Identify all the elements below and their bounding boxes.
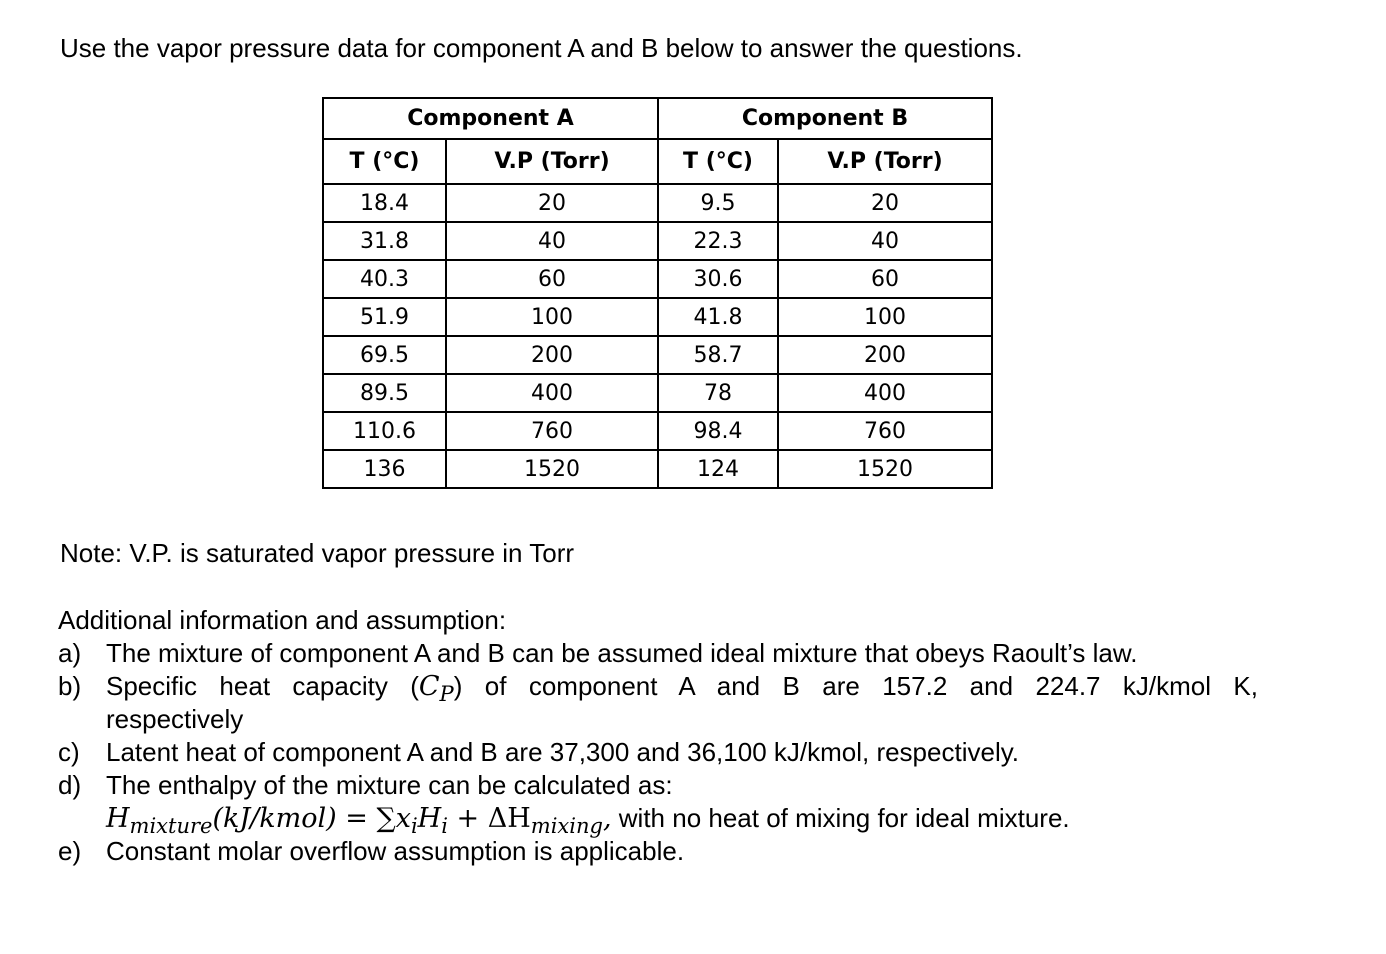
table-cell: 1520 <box>778 450 992 488</box>
table-row <box>323 184 992 222</box>
math-symbol: x <box>395 803 411 834</box>
list-item-label: a) <box>58 638 82 668</box>
list-item-label: d) <box>58 770 82 800</box>
list-item-label: b) <box>58 671 82 701</box>
column-header-a-vapor-pressure: V.P (Torr) <box>446 139 658 184</box>
table-cell: 400 <box>778 374 992 412</box>
formula-suffix: with no heat of mixing for ideal mixture. <box>611 803 1070 833</box>
additional-info-section <box>58 604 1258 868</box>
note-text: Note: V.P. is saturated vapor pressure in Torr <box>60 538 575 568</box>
table-cell: 760 <box>446 412 658 450</box>
table-cell: 69.5 <box>323 336 446 374</box>
table-cell: 20 <box>778 184 992 222</box>
math-symbol: C <box>418 671 440 702</box>
text-segment: Specific heat capacity ( <box>106 671 419 701</box>
vapor-pressure-table <box>322 97 993 489</box>
table-row <box>323 450 992 488</box>
table-row <box>323 222 992 260</box>
component-b-header: Component B <box>658 98 992 139</box>
cp-symbol <box>418 671 454 706</box>
table-cell: 110.6 <box>323 412 446 450</box>
math-symbol: H <box>106 803 130 834</box>
list-item <box>58 769 1258 802</box>
enthalpy-formula <box>58 802 1258 838</box>
list-item-text: Latent heat of component A and B are 37,300 and 36,100 kJ/kmol, respectively. <box>106 737 1020 767</box>
list-item-text: The enthalpy of the mixture can be calculated as: <box>106 770 673 800</box>
table-cell: 200 <box>778 336 992 374</box>
list-item-text <box>106 670 1258 706</box>
table-cell: 98.4 <box>658 412 778 450</box>
math-subscript: i <box>441 814 448 838</box>
column-header-b-temperature: T (°C) <box>658 139 778 184</box>
list-item <box>58 637 1258 670</box>
table-cell: 22.3 <box>658 222 778 260</box>
math-subscript: mixture <box>129 814 213 838</box>
table-row <box>323 374 992 412</box>
text-segment: ) of component A and B are 157.2 and 224.7 kJ/kmol K, <box>453 671 1258 701</box>
info-heading: Additional information and assumption: <box>58 605 507 635</box>
table-cell: 18.4 <box>323 184 446 222</box>
table-row <box>323 298 992 336</box>
table-cell: 60 <box>446 260 658 298</box>
table-group-header-row <box>323 98 992 139</box>
list-item-label: e) <box>58 836 82 866</box>
table-cell: 40.3 <box>323 260 446 298</box>
table-row <box>323 412 992 450</box>
column-header-a-temperature: T (°C) <box>323 139 446 184</box>
table-cell: 58.7 <box>658 336 778 374</box>
math-symbol: H <box>417 803 442 834</box>
table-cell: 124 <box>658 450 778 488</box>
table-cell: 9.5 <box>658 184 778 222</box>
math-symbol: + <box>447 803 488 834</box>
table-cell: 136 <box>323 450 446 488</box>
table-cell: 20 <box>446 184 658 222</box>
table-cell: 40 <box>446 222 658 260</box>
table-cell: 100 <box>778 298 992 336</box>
table-cell: 100 <box>446 298 658 336</box>
table-cell: 78 <box>658 374 778 412</box>
table-cell: 51.9 <box>323 298 446 336</box>
table-row <box>323 260 992 298</box>
table-cell: 760 <box>778 412 992 450</box>
table-cell: 200 <box>446 336 658 374</box>
table-column-header-row <box>323 139 992 184</box>
list-item <box>58 670 1258 706</box>
list-item <box>58 835 1258 868</box>
table-cell: 89.5 <box>323 374 446 412</box>
math-symbol: , <box>602 803 612 834</box>
table-cell: 41.8 <box>658 298 778 336</box>
table-cell: 31.8 <box>323 222 446 260</box>
intro-text: Use the vapor pressure data for component A and B below to answer the questions. <box>60 33 1023 63</box>
list-item-text: Constant molar overflow assumption is applicable. <box>106 836 685 866</box>
list-item-label: c) <box>58 737 80 767</box>
math-symbol: ΔH <box>487 803 531 834</box>
table-cell: 400 <box>446 374 658 412</box>
table-cell: 1520 <box>446 450 658 488</box>
table-row <box>323 336 992 374</box>
component-a-header: Component A <box>323 98 658 139</box>
table-cell: 30.6 <box>658 260 778 298</box>
column-header-b-vapor-pressure: V.P (Torr) <box>778 139 992 184</box>
math-subscript: P <box>439 682 454 706</box>
list-item-continuation <box>58 703 1258 736</box>
math-subscript: mixing <box>530 814 603 838</box>
formula-math <box>106 803 612 838</box>
list-item <box>58 736 1258 769</box>
math-subscript: i <box>410 814 418 838</box>
table-cell: 40 <box>778 222 992 260</box>
math-symbol: (kJ/kmol) = ∑ <box>212 803 396 834</box>
list-item-text: The mixture of component A and B can be assumed ideal mixture that obeys Raoult’s law. <box>106 638 1138 668</box>
list-item-text: respectively <box>106 704 244 734</box>
table-cell: 60 <box>778 260 992 298</box>
